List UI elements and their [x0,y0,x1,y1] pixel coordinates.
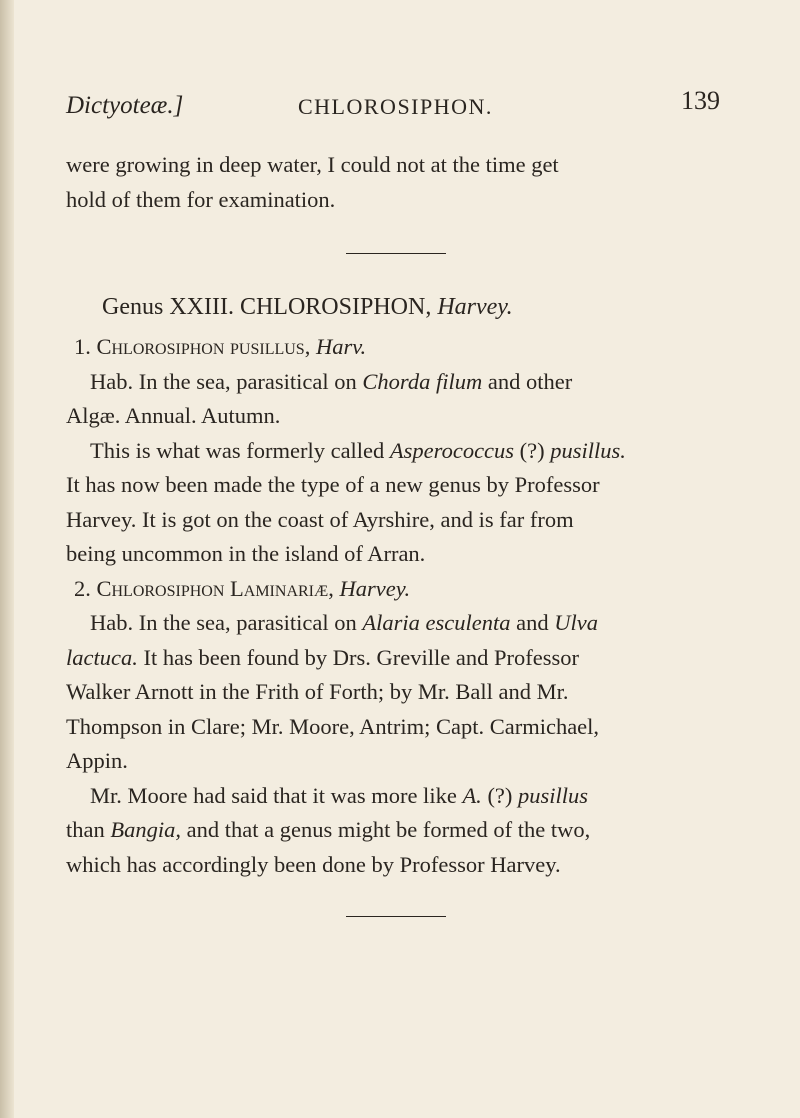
end-divider [346,916,446,917]
habitat-line: Walker Arnott in the Frith of Forth; by Mr. Ball and Mr. [66,679,569,704]
species-list [66,330,726,882]
note-line: which has accordingly been done by Professor Harvey. [66,851,561,877]
species-authority: Harv. [315,334,367,359]
continuation-paragraph [66,148,726,217]
note-line: This is what was formerly called Asperococcus (?) pusillus. [90,437,626,463]
italic-name: Ulva [554,610,599,635]
note-line: than Bangia, and that a genus might be formed of the two, [66,817,591,842]
species-number: 1. [74,334,97,359]
page-number: 139 [681,86,720,115]
species-name: Chlorosiphon pusillus, [96,334,316,359]
habitat-line: Thompson in Clare; Mr. Moore, Antrim; Capt. Carmichael, [66,713,600,739]
species-name: Chlorosiphon Laminariæ, [96,575,340,601]
italic-name: A. [462,782,482,808]
book-page [66,86,726,917]
note-line: It has now been made the type of a new genus by Professor [66,472,600,497]
italic-name: Chorda filum [362,368,483,394]
species-heading [66,572,726,607]
habitat-line: Appin. [66,748,128,773]
genus-heading [102,290,726,324]
species-heading [66,330,726,365]
text-line: hold of them for examination. [66,186,336,212]
genus-label: Genus XXIII. CHLOROSIPHON, [102,294,432,320]
italic-name: pusillus. [550,437,626,463]
text-line: were growing in deep water, I could not at the time get [66,152,559,177]
species-number: 2. [74,575,97,601]
habitat-line: Algæ. Annual. Autumn. [66,403,281,428]
habitat-line: lactuca. It has been found by Drs. Greville and Professor [66,644,580,670]
italic-name: lactuca. [66,644,138,670]
italic-name: Bangia, [110,817,181,842]
note-line: Mr. Moore had said that it was more like A. (?) pusillus [90,782,589,808]
habitat-line: Hab. In the sea, parasitical on Chorda filum and other [90,368,573,394]
running-head-title: CHLOROSIPHON. [298,94,493,119]
running-head [66,86,726,132]
note-line: Harvey. It is got on the coast of Ayrshire, and is far from [66,506,574,532]
italic-name: Alaria esculenta [362,610,511,635]
species-entry [66,572,726,883]
genus-authority: Harvey. [437,294,513,320]
note-line: being uncommon in the island of Arran. [66,541,426,566]
italic-name: Asperococcus [389,437,515,463]
species-authority: Harvey. [339,575,411,601]
italic-name: pusillus [518,782,589,808]
page-binding-edge [0,0,14,1118]
species-entry [66,330,726,572]
running-head-section: Dictyoteæ.] [66,92,184,119]
habitat-line: Hab. In the sea, parasitical on Alaria esculenta and Ulva [90,610,599,635]
